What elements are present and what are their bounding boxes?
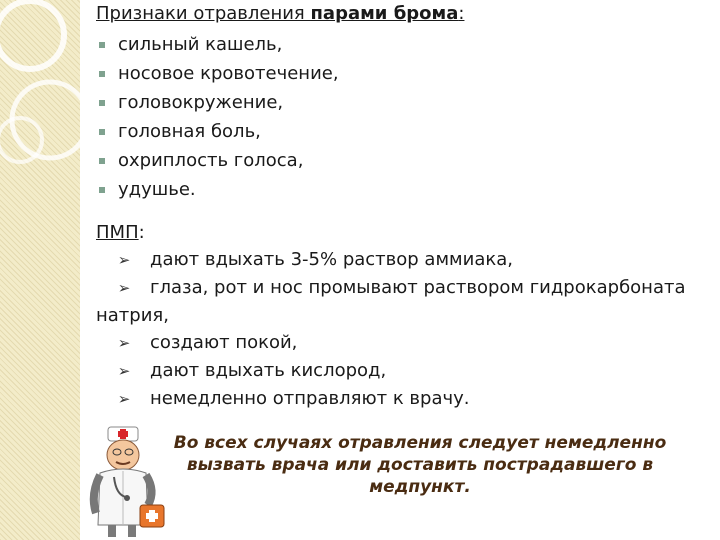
- title-prefix: Признаки отравления: [96, 3, 311, 24]
- arrow-bullet-icon: ➢: [117, 334, 131, 352]
- list-item: [96, 357, 706, 385]
- pmp-item-text: немедленно отправляют к врачу.: [150, 388, 470, 409]
- pmp-label: ПМП: [96, 222, 139, 243]
- warning-note: Во всех случаях отравления следует немедленно вызвать врача или доставить пострадавшего в медпункт.: [173, 433, 667, 497]
- pmp-item-text: дают вдыхать 3-5% раствор аммиака,: [150, 249, 513, 270]
- arrow-bullet-icon: ➢: [117, 390, 131, 408]
- list-item: [96, 246, 706, 274]
- symptom-text: удушье.: [118, 179, 196, 200]
- slide-title: [96, 2, 464, 26]
- pmp-colon: :: [138, 222, 145, 243]
- square-bullet-icon: [99, 158, 105, 164]
- symptom-text: головная боль,: [118, 121, 261, 142]
- list-item: [96, 30, 339, 59]
- list-item: [96, 88, 339, 117]
- square-bullet-icon: [99, 129, 105, 135]
- list-item: [96, 59, 339, 88]
- first-aid-list: [96, 246, 706, 413]
- title-suffix: :: [458, 3, 465, 24]
- square-bullet-icon: [99, 100, 105, 106]
- pmp-heading: [96, 221, 145, 245]
- symptom-text: головокружение,: [118, 92, 284, 113]
- arrow-bullet-icon: ➢: [117, 362, 131, 380]
- list-item: [96, 329, 706, 357]
- pmp-item-text: создают покой,: [150, 332, 298, 353]
- pmp-item-text: дают вдыхать кислород,: [150, 360, 387, 381]
- list-item: [96, 175, 339, 204]
- square-bullet-icon: [99, 71, 105, 77]
- title-bold: парами брома: [310, 3, 459, 24]
- symptom-text: сильный кашель,: [118, 34, 283, 55]
- list-item: [96, 385, 706, 413]
- pmp-item-text: глаза, рот и нос промывают раствором гидрокарбоната натрия,: [96, 277, 686, 326]
- decorative-circles-icon: [0, 0, 80, 540]
- symptom-list: [96, 30, 339, 204]
- list-item: [96, 274, 706, 329]
- decorative-side-strip: [0, 0, 80, 540]
- arrow-bullet-icon: ➢: [117, 279, 131, 297]
- square-bullet-icon: [99, 42, 105, 48]
- arrow-bullet-icon: ➢: [117, 251, 131, 269]
- list-item: [96, 146, 339, 175]
- list-item: [96, 117, 339, 146]
- symptom-text: носовое кровотечение,: [118, 63, 339, 84]
- square-bullet-icon: [99, 187, 105, 193]
- symptom-text: охриплость голоса,: [118, 150, 304, 171]
